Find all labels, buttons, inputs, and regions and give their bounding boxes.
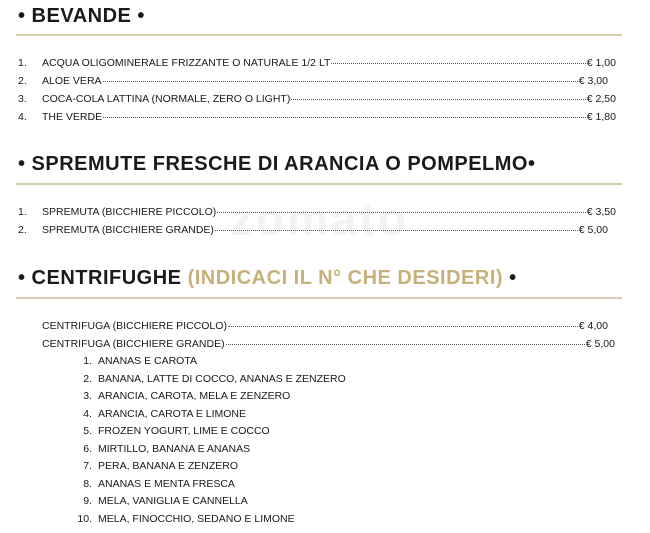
option-name: ARANCIA, CAROTA E LIMONE [98, 407, 246, 420]
centrifuga-option [70, 460, 238, 472]
option-number: 4. [83, 407, 92, 420]
option-number: 10. [77, 512, 92, 525]
centrifuga-option [70, 478, 235, 490]
option-name: ANANAS E CAROTA [98, 355, 197, 367]
option-number: 6. [83, 442, 92, 455]
option-number: 1. [83, 355, 92, 367]
dot-leader [217, 212, 586, 213]
item-name: ACQUA OLIGOMINERALE FRIZZANTE O NATURALE 1/2 LT [42, 57, 331, 69]
option-number: 5. [83, 425, 92, 437]
item-number: 1. [18, 206, 27, 218]
title-main: • CENTRIFUGHE [18, 267, 182, 289]
section-title-spremute: • SPREMUTE FRESCHE DI ARANCIA O POMPELMO• [18, 153, 536, 175]
item-price: € 5,00 [585, 338, 615, 350]
item-price: € 3,00 [578, 75, 608, 87]
centrifuga-option [70, 390, 290, 402]
option-name: MELA, VANIGLIA E CANNELLA [98, 495, 248, 507]
item-number: 4. [18, 111, 27, 123]
option-number: 9. [83, 495, 92, 507]
option-name: PERA, BANANA E ZENZERO [98, 460, 239, 472]
title-subtitle: (INDICACI IL N° CHE DESIDERI) [187, 267, 504, 289]
item-price: € 5,00 [578, 224, 608, 236]
menu-item [42, 57, 616, 71]
dot-leader [226, 344, 585, 345]
menu-item [42, 338, 615, 352]
item-name: SPREMUTA (BICCHIERE GRANDE) [42, 224, 214, 236]
option-number: 3. [83, 390, 92, 402]
dot-leader [291, 99, 585, 100]
option-number: 2. [83, 372, 92, 385]
centrifuga-option [70, 373, 346, 385]
dot-leader [331, 63, 585, 64]
menu-item [42, 320, 608, 334]
menu-item [42, 93, 616, 107]
section-title-centrifughe [18, 267, 517, 290]
item-number: 2. [18, 224, 27, 236]
section-title-bevande: • BEVANDE • [18, 5, 145, 27]
option-name: MIRTILLO, BANANA E ANANAS [98, 442, 251, 455]
divider [16, 297, 622, 299]
divider [16, 34, 622, 36]
item-name: CENTRIFUGA (BICCHIERE PICCOLO) [42, 320, 227, 332]
menu-item [42, 206, 616, 220]
option-number: 7. [83, 460, 92, 472]
menu-item [42, 224, 608, 238]
option-name: MELA, FINOCCHIO, SEDANO E LIMONE [98, 512, 295, 525]
item-name: COCA-COLA LATTINA (NORMALE, ZERO O LIGHT) [42, 93, 291, 105]
menu-item [42, 111, 616, 125]
option-name: ANANAS E MENTA FRESCA [98, 477, 235, 490]
centrifuga-option [70, 443, 250, 455]
item-price: € 1,00 [586, 57, 616, 69]
dot-leader [103, 81, 578, 82]
item-number: 2. [18, 75, 27, 87]
item-price: € 3,50 [586, 206, 616, 218]
centrifuga-option [70, 425, 270, 437]
title-end: • [509, 267, 517, 289]
option-name: FROZEN YOGURT, LIME E COCCO [98, 425, 270, 437]
centrifuga-option [70, 495, 248, 507]
option-name: BANANA, LATTE DI COCCO, ANANAS E ZENZERO [98, 372, 346, 385]
dot-leader [215, 230, 578, 231]
item-price: € 2,50 [586, 93, 616, 105]
item-name: ALOE VERA [42, 75, 102, 87]
option-number: 8. [83, 477, 92, 490]
watermark: zomato [230, 193, 409, 245]
divider [16, 183, 622, 185]
centrifuga-option [70, 408, 246, 420]
dot-leader [228, 326, 578, 327]
item-name: THE VERDE [42, 111, 103, 123]
menu-item [42, 75, 608, 89]
dot-leader [103, 117, 586, 118]
item-name: SPREMUTA (BICCHIERE PICCOLO) [42, 206, 217, 218]
item-name: CENTRIFUGA (BICCHIERE GRANDE) [42, 338, 225, 350]
option-name: ARANCIA, CAROTA, MELA E ZENZERO [98, 390, 291, 402]
item-number: 3. [18, 93, 27, 105]
item-number: 1. [18, 57, 27, 69]
item-price: € 4,00 [578, 320, 608, 332]
centrifuga-option [70, 355, 197, 367]
item-price: € 1,80 [586, 111, 616, 123]
centrifuga-option [70, 513, 295, 525]
